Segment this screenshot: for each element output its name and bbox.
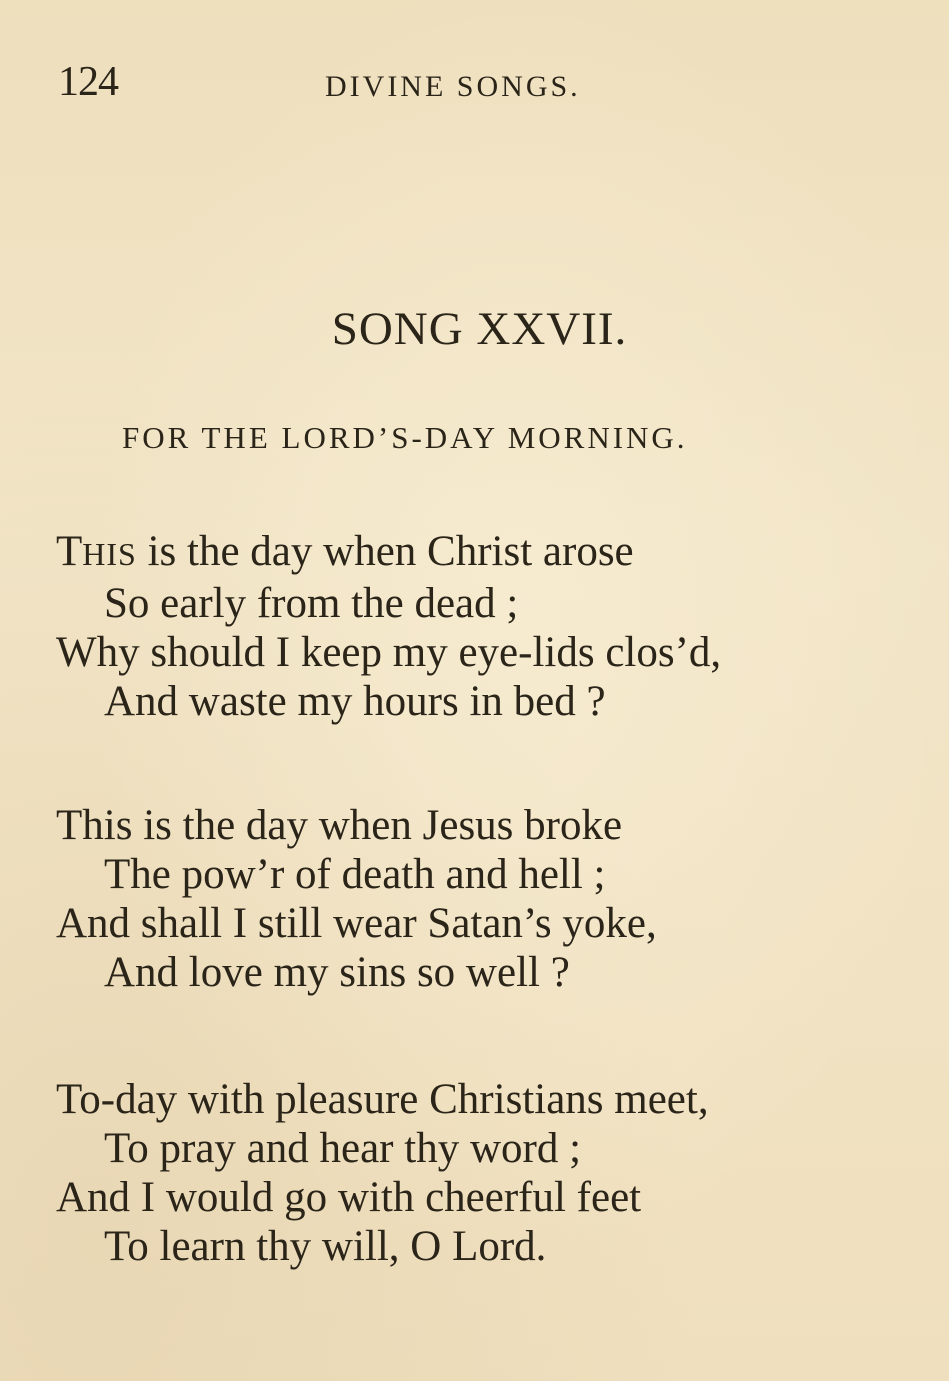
page-number: 124 (58, 59, 118, 105)
running-head: DIVINE SONGS. (325, 70, 581, 103)
stanza-3 (56, 1075, 709, 1271)
stanza-line: To learn thy will, O Lord. (104, 1223, 547, 1270)
song-title: SONG XXVII. (331, 303, 628, 355)
stanza-1 (56, 527, 721, 726)
line-text: is the day when Christ arose (136, 528, 634, 575)
stanza-line: And I would go with cheerful feet (56, 1174, 642, 1221)
stanza-2 (56, 801, 657, 997)
stanza-line: This is the day when Jesus broke (56, 802, 623, 849)
stanza-line: To-day with pleasure Christians meet, (56, 1076, 709, 1123)
song-subtitle: FOR THE LORD’S-DAY MORNING. (122, 420, 688, 455)
stanza-line: And waste my hours in bed ? (104, 678, 606, 725)
stanza-line: Why should I keep my eye-lids clos’d, (56, 629, 722, 676)
drop-initial: T (56, 528, 83, 575)
stanza-line (56, 527, 721, 579)
small-caps-word: HIS (82, 536, 137, 572)
stanza-line: So early from the dead ; (104, 580, 519, 627)
stanza-line: The pow’r of death and hell ; (104, 851, 606, 898)
stanza-line: And love my sins so well ? (104, 949, 570, 996)
page-header (58, 58, 898, 108)
stanza-line: To pray and hear thy word ; (104, 1125, 582, 1172)
stanza-line: And shall I still wear Satan’s yoke, (56, 900, 657, 947)
